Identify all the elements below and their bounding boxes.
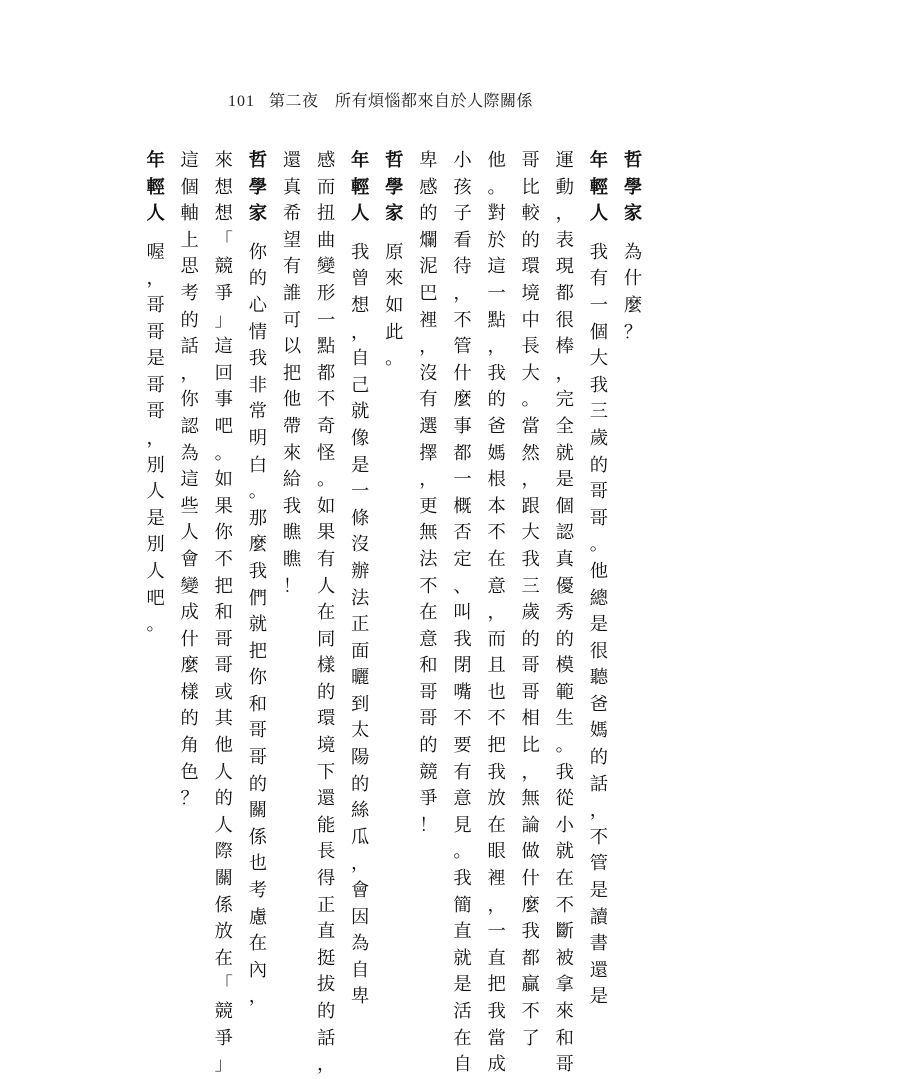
speaker-label: 哲 學 家	[623, 150, 643, 225]
column-text: 運 動 ， 表 現 都 很 棒 ， 完 全 就 是 個 認 真 優 秀 的 模 範 生 。 我 從 小 就 在 不 斷 被 拿 來 和 哥	[555, 150, 574, 1076]
speaker-label: 哲 學 家	[385, 150, 404, 225]
text-column	[520, 148, 542, 1052]
column-text: 還 真 希 望 有 誰 可 以 把 他 帶 來 給 我 瞧 瞧 ！	[282, 150, 302, 597]
text-column	[247, 148, 269, 1011]
column-text: 這 個 軸 上 思 考 的 話 ， 你 認 為 這 些 人 會 變 成 什 麼 樣 的 角 色 ？	[180, 150, 199, 810]
text-column	[383, 148, 405, 373]
running-header	[228, 88, 533, 111]
text-column	[554, 148, 576, 1079]
speaker-label: 年 輕 人	[146, 150, 165, 225]
column-text: 感 而 扭 曲 變 形 一 點 都 不 奇 怪 。 如 果 有 人 在 同 樣 的 環 境 下 還 能 長 得 正 直 挺 拔 的 話 ，	[316, 150, 336, 1076]
speaker-label: 哲 學 家	[248, 150, 268, 225]
text-column	[622, 148, 644, 346]
text-column	[349, 148, 371, 1011]
column-text: 喔 ， 哥 哥 是 哥 哥 ， 別 人 是 別 人 吧 。	[146, 241, 165, 636]
text-column	[179, 148, 201, 813]
text-column	[213, 148, 235, 1079]
column-text: 我 有 一 個 大 我 三 歲 的 哥 哥 。 他 總 是 很 聽 爸 媽 的 話 ， 不 管 是 讀 書 還 是	[589, 241, 609, 1008]
column-text: 原 來 如 此 。	[385, 241, 404, 370]
text-column	[315, 148, 337, 1079]
column-text: 小 孩 子 看 待 ， 不 管 什 麼 事 都 一 概 否 定 、 叫 我 閉 嘴 不 要 有 意 見 。 我 簡 直 就 是 活 在 自	[453, 150, 472, 1076]
text-column	[145, 148, 167, 639]
speaker-label: 年 輕 人	[351, 150, 370, 225]
column-text: 為 什 麼 ？	[623, 241, 643, 343]
column-text: 你 的 心 情 我 非 常 明 白 。 那 麼 我 們 就 把 你 和 哥 哥 的 關 係 也 考 慮 在 內 ，	[248, 241, 268, 1008]
column-text: 哥 比 較 的 環 境 中 長 大 。 當 然 ， 跟 大 我 三 歲 的 哥 哥 相 比 ， 無 論 做 什 麼 我 都 贏 不 了	[521, 150, 540, 1049]
column-text: 來 想 想 「 競 爭 」 這 回 事 吧 。 如 果 你 不 把 和 哥 哥 或 其 他 人 的 人 際 關 係 放 在 「 競 爭 」	[214, 150, 233, 1076]
text-column	[452, 148, 474, 1079]
page-number: 101	[228, 93, 255, 110]
column-text: 我 曾 想 ， 自 己 就 像 是 一 條 沒 辦 法 正 面 曬 到 太 陽 的 絲 瓜 ， 會 因 為 自 卑	[351, 241, 370, 1008]
column-text: 卑 感 的 爛 泥 巴 裡 ， 沒 有 選 擇 ， 更 無 法 不 在 意 和 哥 哥 的 競 爭 ！	[419, 150, 438, 836]
text-column	[417, 148, 439, 839]
text-column	[486, 148, 508, 1079]
chapter-title: 第二夜 所有煩惱都來自於人際關係	[269, 93, 534, 110]
column-text: 他 。 對 於 這 一 點 ， 我 的 爸 媽 根 本 不 在 意 ， 而 且 也 不 把 我 放 在 眼 裡 ， 一 直 把 我 當 成	[487, 150, 506, 1076]
text-column	[588, 148, 610, 1011]
text-column	[281, 148, 303, 600]
speaker-label: 年 輕 人	[589, 150, 609, 225]
